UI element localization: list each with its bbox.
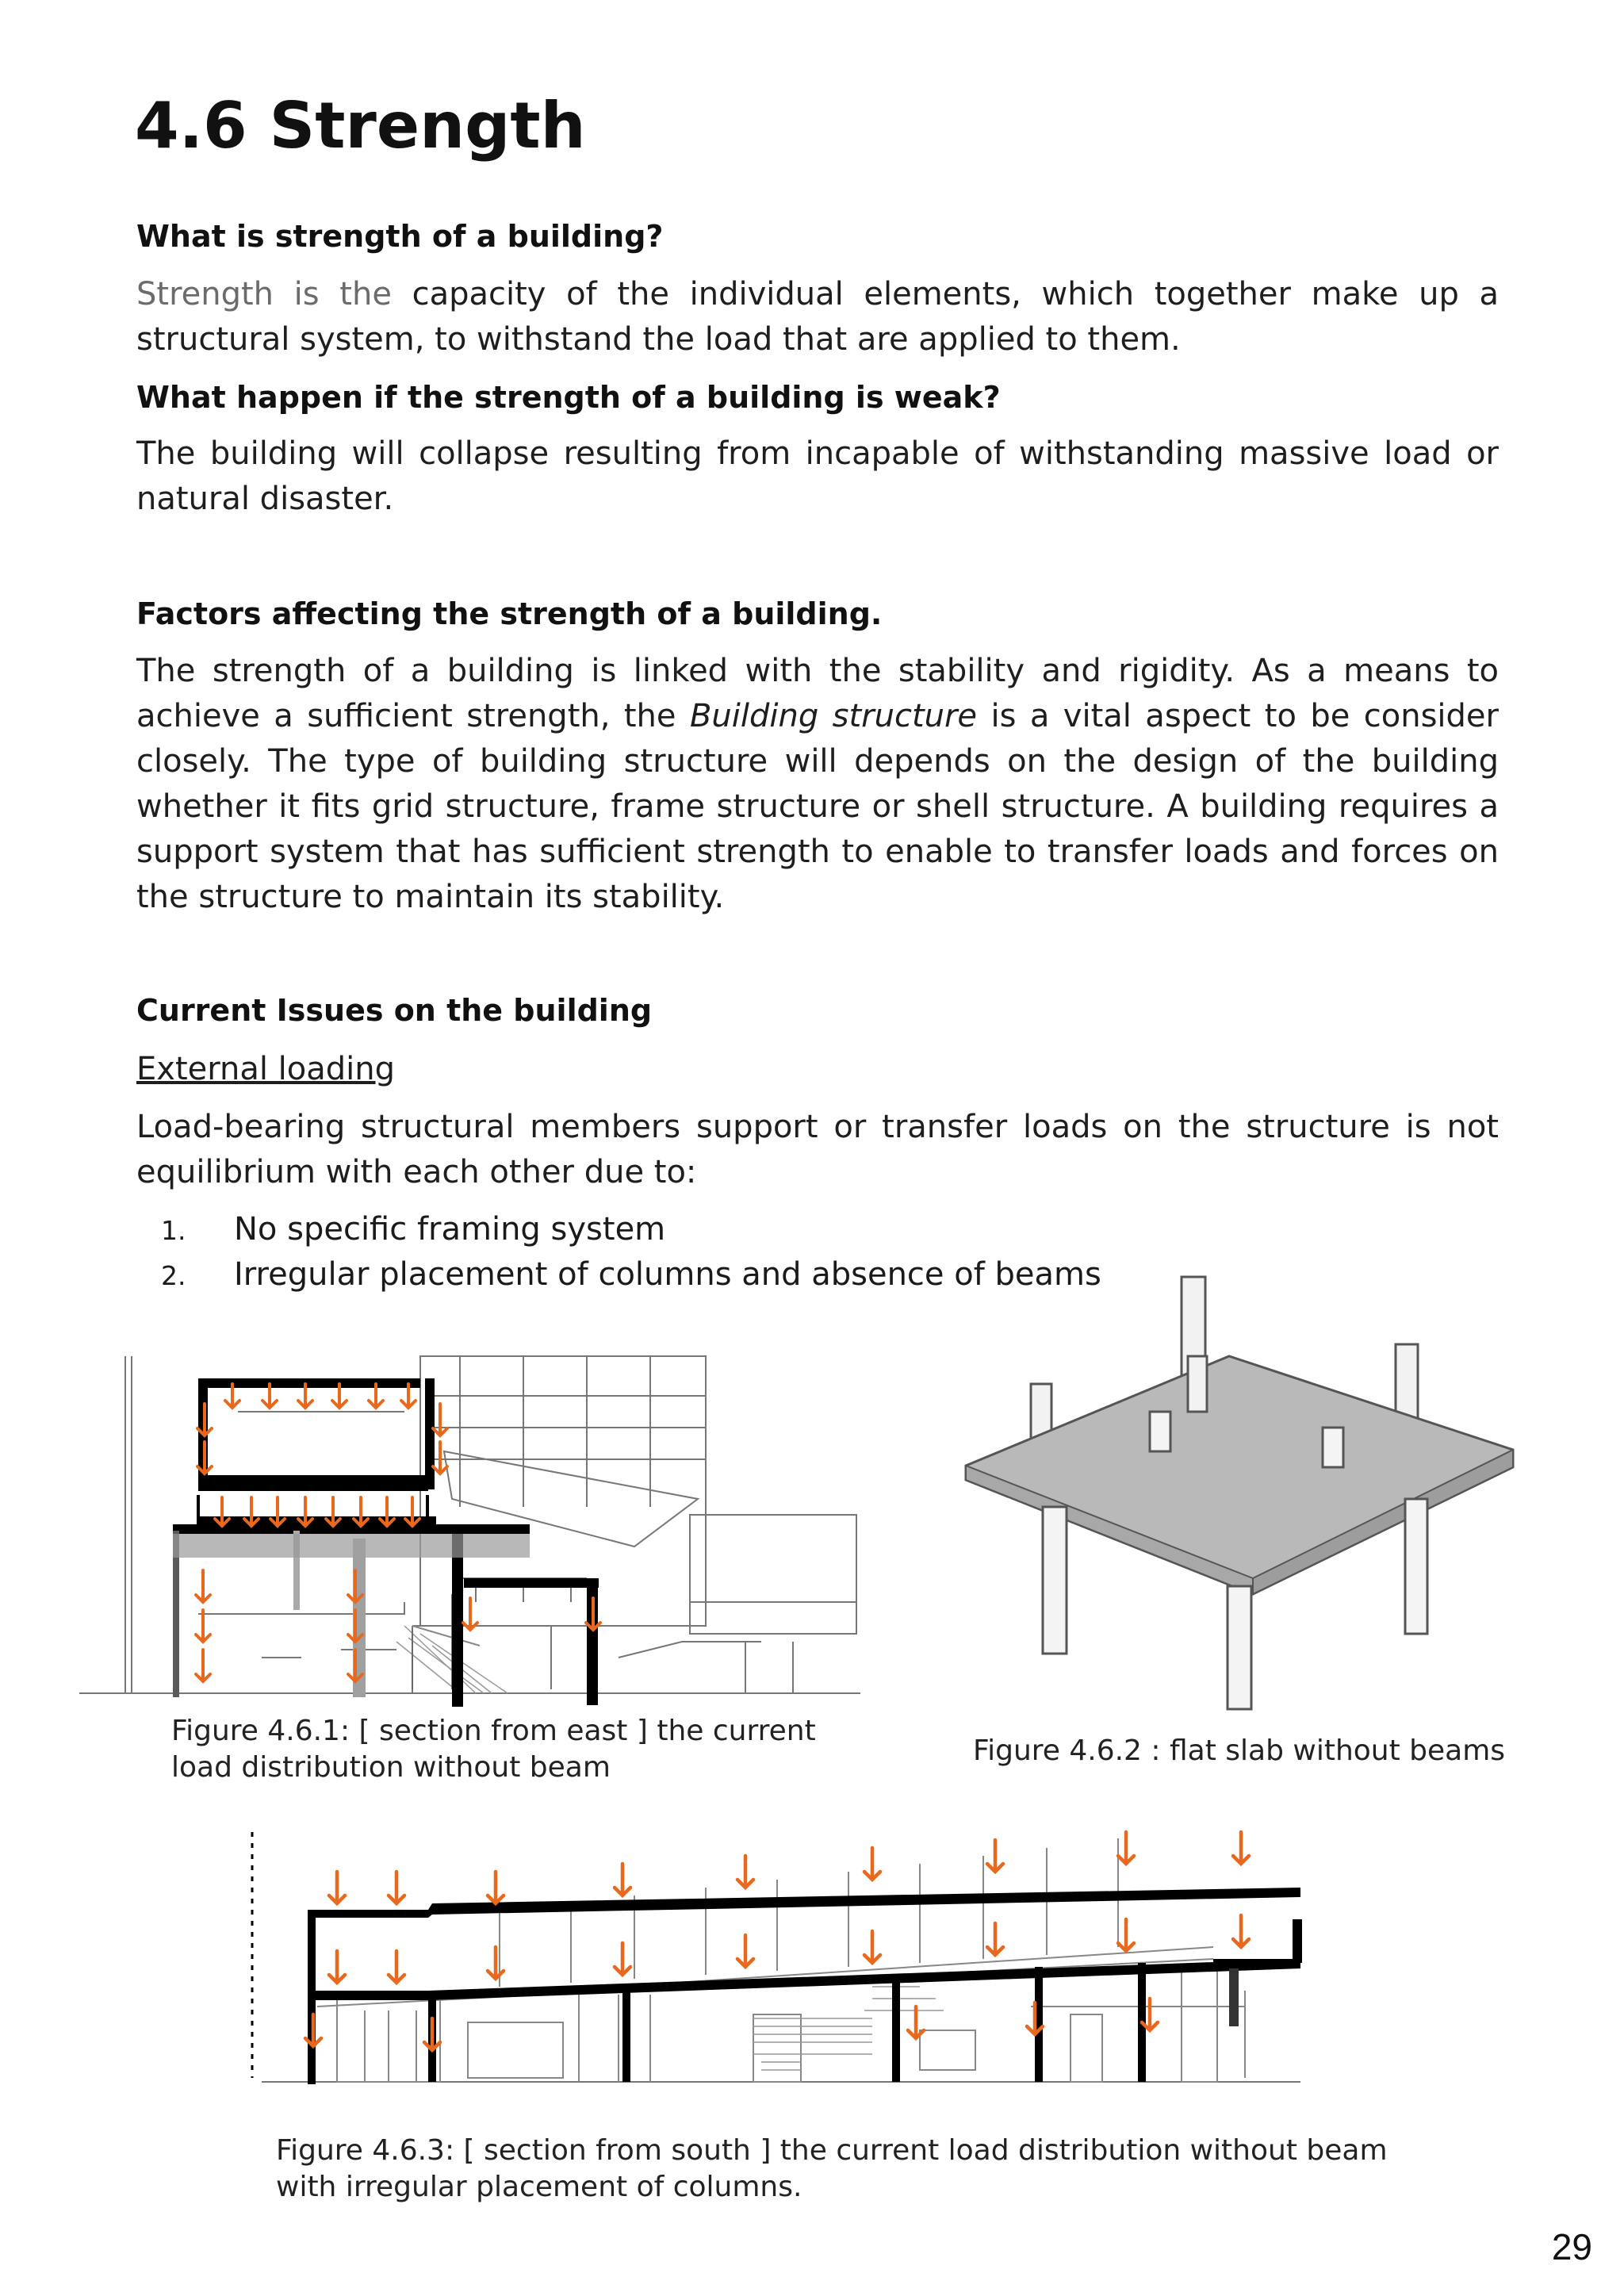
answer-weak: The building will collapse resulting from incapable of withstanding massive load or natural disaster. <box>136 435 1499 517</box>
factors-text-italic: Building structure <box>689 698 978 734</box>
list-item-text: No specific framing system <box>234 1211 666 1248</box>
page-title: 4.6 Strength <box>135 89 586 163</box>
figure-section-south <box>238 1816 1308 2102</box>
figure-1-caption <box>171 1713 816 1786</box>
external-loading-subheading: External loading <box>136 1051 396 1087</box>
answer-strength-rest: capacity of the individual elements, which together make up a structural system, to withstand the load that are applied to them. <box>136 276 1499 358</box>
issues-text: Load-bearing structural members support or transfer loads on the structure is not equilibrium with each other due to: <box>136 1109 1499 1190</box>
factors-heading: Factors affecting the strength of a building. <box>136 596 883 631</box>
list-item-number: 1. <box>161 1215 186 1246</box>
question-weak: What happen if the strength of a building is weak? <box>136 380 1001 415</box>
figure-flat-slab <box>952 1269 1522 1721</box>
figure-2-caption: Figure 4.6.2 : flat slab without beams <box>973 1734 1506 1767</box>
factors-text-b: is a vital aspect to be consider closely. The type of building structure will depends on the design of the building whether it fits grid structure, frame structure or shell structure. A building requires a support system that has sufficient strength to enable to transfer loads and forces on the structure to maintain its stability. <box>136 698 1499 915</box>
figure-3-caption <box>276 2133 1388 2206</box>
figure-1-caption-line1: Figure 4.6.1: [ section from east ] the current <box>171 1715 816 1747</box>
answer-strength <box>136 272 1499 362</box>
factors-text-a: The strength of a building is linked with the stability and rigidity. As a means to achieve a sufficient strength, the <box>136 653 1499 734</box>
list-item-number: 2. <box>161 1260 186 1291</box>
answer-strength-lead: Strength is the <box>136 276 392 312</box>
question-strength: What is strength of a building? <box>136 219 664 254</box>
factors-text <box>136 649 1499 920</box>
issues-heading: Current Issues on the building <box>136 993 653 1028</box>
page-number: 29 <box>1551 2226 1592 2267</box>
list-item <box>161 1207 665 1253</box>
figure-3-caption-line1: Figure 4.6.3: [ section from south ] the current load distribution without beam <box>276 2134 1388 2167</box>
figure-1-caption-line2: load distribution without beam <box>171 1751 611 1784</box>
figure-section-east <box>79 1340 872 1713</box>
list-item-text: Irregular placement of columns and absence of beams <box>234 1256 1101 1293</box>
figure-3-caption-line2: with irregular placement of columns. <box>276 2171 802 2203</box>
